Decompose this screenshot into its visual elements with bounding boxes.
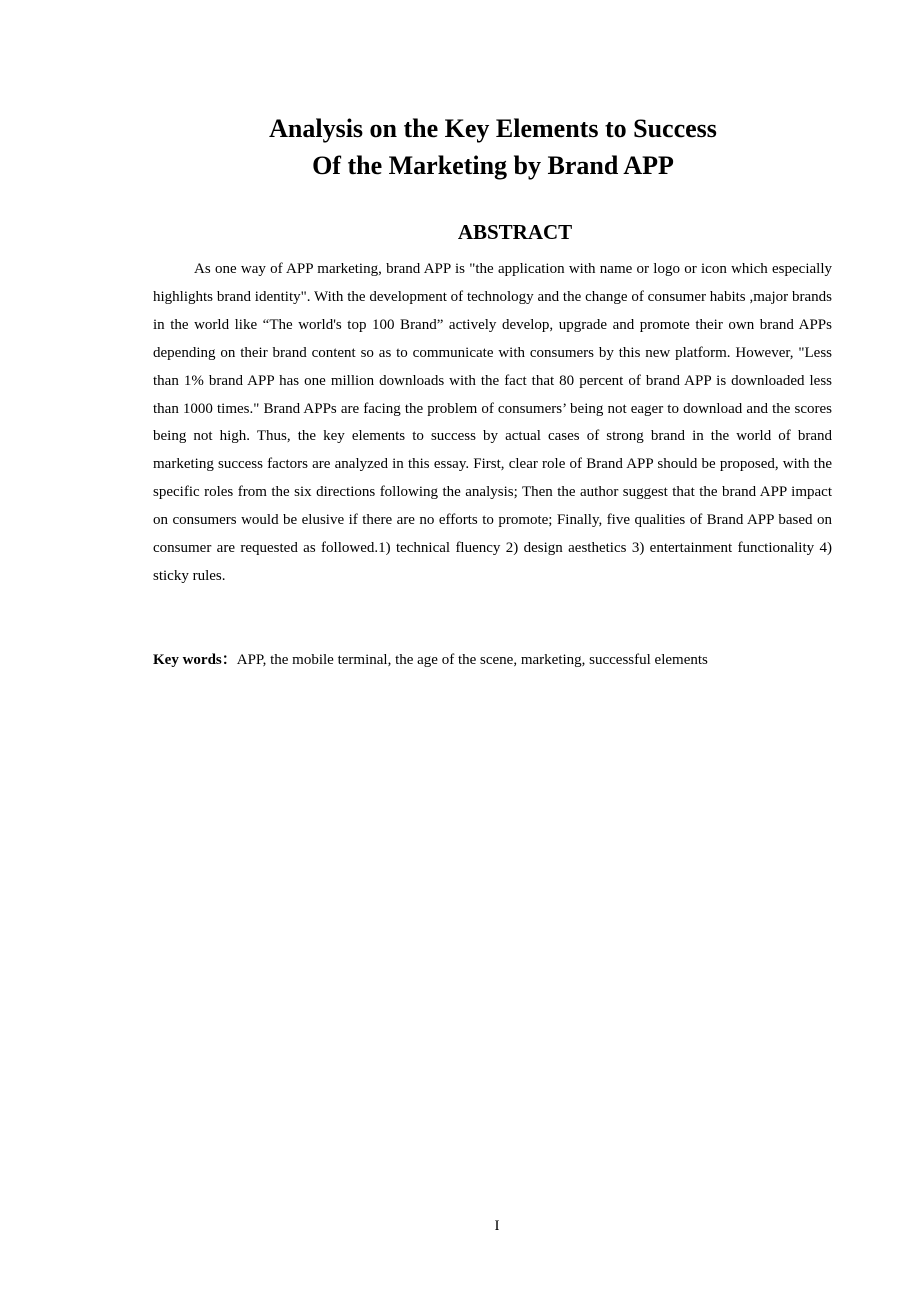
title-line-1: Analysis on the Key Elements to Success: [269, 114, 717, 143]
keywords-text: APP, the mobile terminal, the age of the scene, marketing, successful elements: [236, 652, 708, 668]
keywords-label: Key words：: [153, 652, 237, 668]
keywords: [153, 646, 832, 674]
abstract-paragraph: As one way of APP marketing, brand APP is "the application with name or logo or icon which especially highlights brand identity". With the development of technology and the change of consumer habits ,major brands in the world like “The world's top 100 Brand” actively develop, upgrade and promote their own brand APPs depending on their brand content so as to communicate with consumers by this new platform. However, "Less than 1% brand APP has one million downloads with the fact that 80 percent of brand APP is downloaded less than 1000 times." Brand APPs are facing the problem of consumers’ being not eager to download and the scores being not high. Thus, the key elements to success by actual cases of strong brand in the world of brand marketing success factors are analyzed in this essay. First, clear role of Brand APP should be proposed, with the specific roles from the six directions following the analysis; Then the author suggest that the brand APP impact on consumers would be elusive if there are no efforts to promote; Finally, five qualities of Brand APP based on consumer are requested as followed.1) technical fluency 2) design aesthetics 3) entertainment functionality 4) sticky rules.: [153, 261, 832, 584]
title-line-2: Of the Marketing by Brand APP: [312, 151, 674, 180]
page-number: I: [494, 1218, 500, 1234]
abstract-heading: ABSTRACT: [457, 220, 573, 244]
